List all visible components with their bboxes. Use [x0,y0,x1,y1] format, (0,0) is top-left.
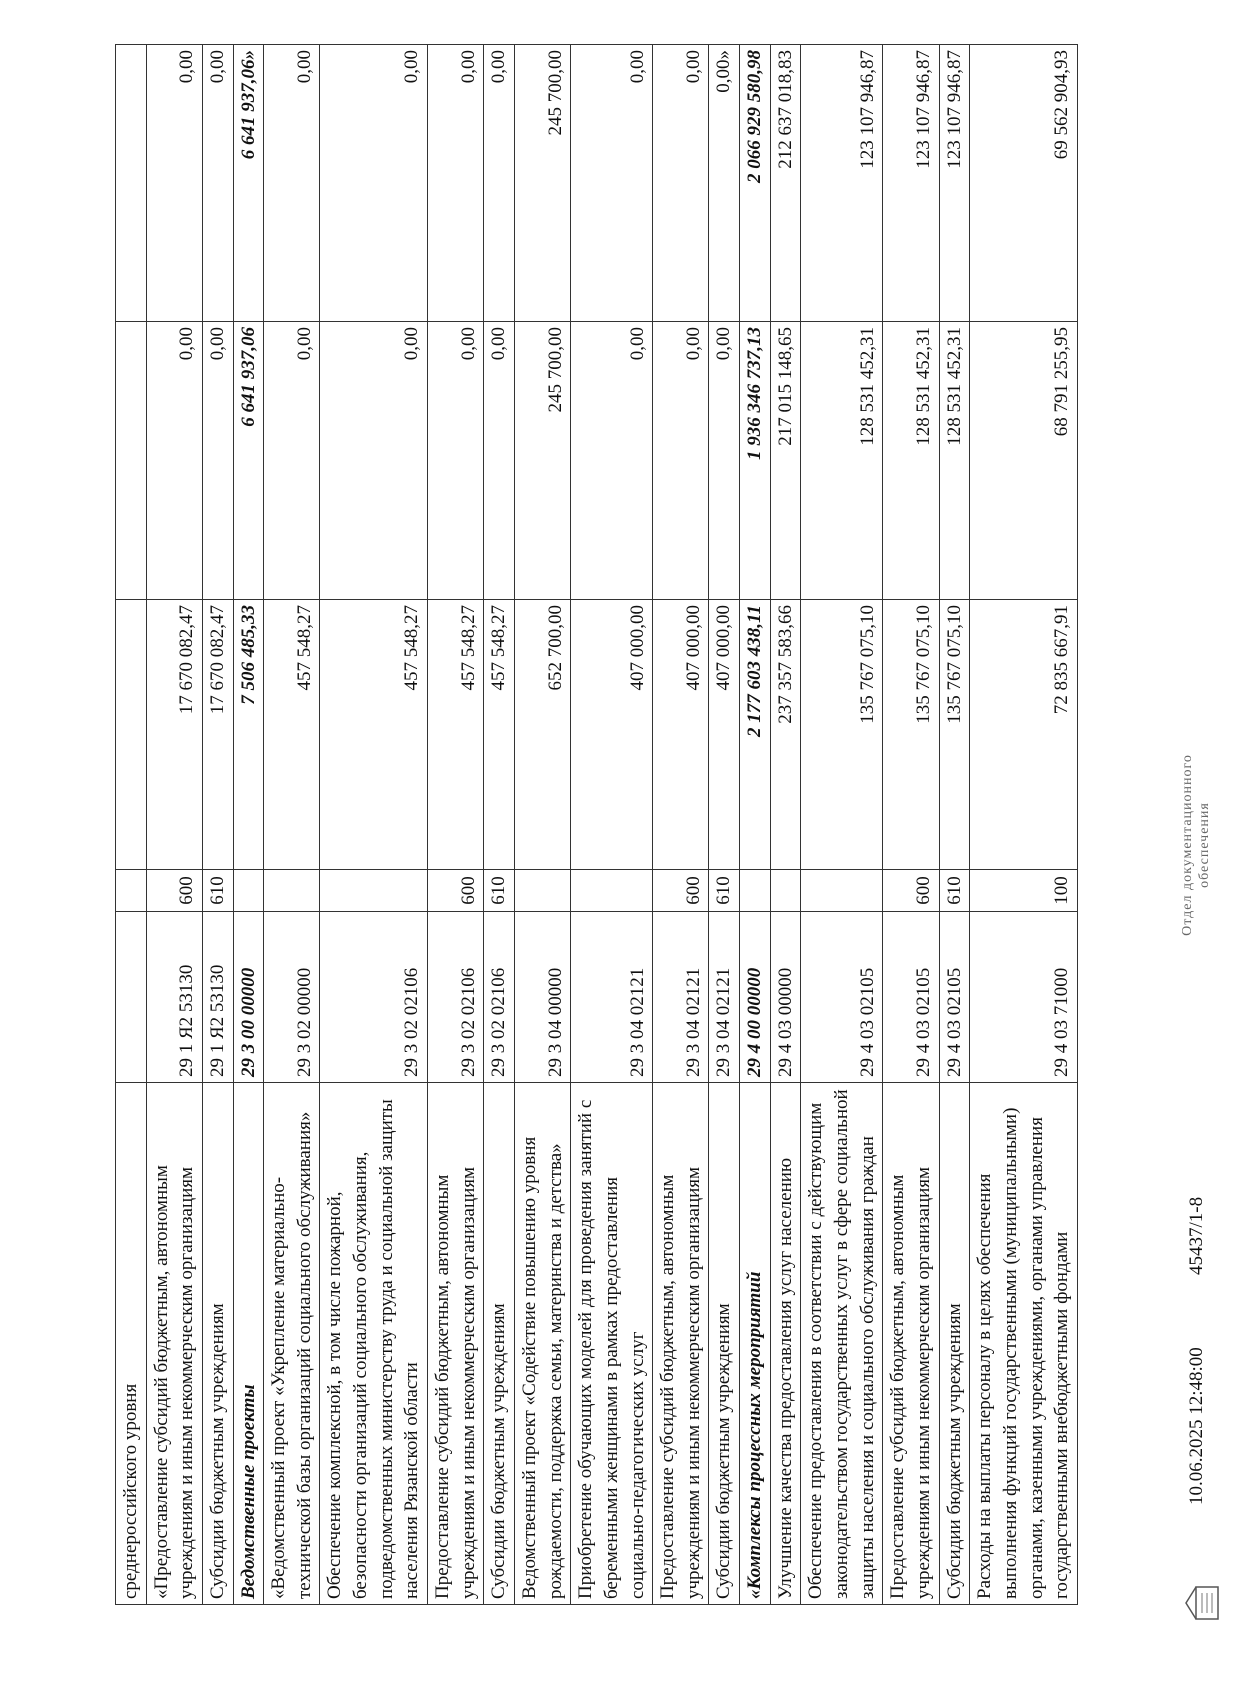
row-value-2026: 0,00 [146,322,202,600]
row-value-2026 [116,322,147,600]
row-csr: 29 3 04 02121 [653,912,709,1083]
row-value-2026: 0,00 [428,322,484,600]
row-name: Ведомственные проекты [233,1083,264,1605]
row-vr [320,870,428,912]
row-csr: 29 3 04 02121 [571,912,653,1083]
row-value-2025: 457 548,27 [320,600,428,870]
row-value-2026: 128 531 452,31 [801,322,883,600]
row-value-2027: 2 066 929 580,98 [740,45,771,322]
row-value-2025: 457 548,27 [428,600,484,870]
row-value-2025: 237 357 583,66 [770,600,801,870]
row-vr: 600 [653,870,709,912]
row-vr [571,870,653,912]
row-value-2026: 217 015 148,65 [770,322,801,600]
row-value-2027: 245 700,00 [514,45,570,322]
row-csr: 29 1 Я2 53130 [146,912,202,1083]
row-value-2025: 17 670 082,47 [146,600,202,870]
table-row [146,45,202,1605]
row-value-2026: 0,00 [653,322,709,600]
row-name: Приобретение обучающих моделей для проведения занятий с беременными женщинами в рамках предоставления социально-педагогических услуг [571,1083,653,1605]
row-name: Ведомственный проект «Содействие повышению уровня рождаемости, поддержка семьи, материнства и детства» [514,1083,570,1605]
row-csr: 29 4 03 71000 [970,912,1078,1083]
footer-timestamp: 10.06.2025 12:48:00 [1186,1347,1207,1505]
row-value-2026: 128 531 452,31 [883,322,939,600]
row-vr [770,870,801,912]
row-name: Субсидии бюджетным учреждениям [202,1083,233,1605]
table-row [653,45,709,1605]
row-value-2025: 135 767 075,10 [801,600,883,870]
row-value-2027: 123 107 946,87 [883,45,939,322]
row-value-2026: 6 641 937,06 [233,322,264,600]
row-value-2027: 212 637 018,83 [770,45,801,322]
row-value-2025: 407 000,00 [571,600,653,870]
row-csr: 29 4 00 00000 [740,912,771,1083]
row-value-2027: 6 641 937,06» [233,45,264,322]
table-row [428,45,484,1605]
table-row [264,45,320,1605]
row-value-2025 [116,600,147,870]
row-value-2025: 407 000,00 [709,600,740,870]
row-value-2025: 72 835 667,91 [970,600,1078,870]
row-value-2027: 69 562 904,93 [970,45,1078,322]
row-value-2027: 0,00» [709,45,740,322]
row-value-2027 [116,45,147,322]
logo-icon [1182,1581,1226,1625]
row-csr: 29 4 03 00000 [770,912,801,1083]
row-vr [233,870,264,912]
row-value-2027: 0,00 [653,45,709,322]
row-csr: 29 4 03 02105 [939,912,970,1083]
row-name: Улучшение качества предоставления услуг населению [770,1083,801,1605]
table-row [770,45,801,1605]
row-name: Предоставление субсидий бюджетным, автономным учреждениям и иным некоммерческим организациям [883,1083,939,1605]
row-csr: 29 3 02 02106 [320,912,428,1083]
table-row [709,45,740,1605]
row-csr: 29 4 03 02105 [883,912,939,1083]
row-csr: 29 3 04 00000 [514,912,570,1083]
stamp-line-2: обеспечения [1196,802,1212,888]
table-row [740,45,771,1605]
table-row [320,45,428,1605]
row-csr: 29 4 03 02105 [801,912,883,1083]
row-value-2027: 0,00 [571,45,653,322]
row-value-2026: 128 531 452,31 [939,322,970,600]
row-value-2025: 407 000,00 [653,600,709,870]
table-row [571,45,653,1605]
row-name: Обеспечение предоставления в соответствии с действующим законодательством государственных услуг в сфере социальной защиты населения и социального обслуживания граждан [801,1083,883,1605]
row-name: Субсидии бюджетным учреждениям [709,1083,740,1605]
row-vr [264,870,320,912]
row-vr: 600 [146,870,202,912]
row-value-2027: 123 107 946,87 [939,45,970,322]
row-value-2027: 0,00 [484,45,515,322]
row-name: «Комплексы процессных мероприятий [740,1083,771,1605]
row-value-2026: 0,00 [571,322,653,600]
table-row [484,45,515,1605]
row-value-2026: 0,00 [202,322,233,600]
row-vr [740,870,771,912]
row-value-2026: 68 791 255,95 [970,322,1078,600]
stamp-line-1: Отдел документационного [1180,754,1195,936]
row-csr: 29 3 02 00000 [264,912,320,1083]
row-value-2025: 17 670 082,47 [202,600,233,870]
stamp-text [1180,715,1214,975]
table-row [202,45,233,1605]
row-csr: 29 3 02 02106 [428,912,484,1083]
table-row [514,45,570,1605]
row-value-2026: 0,00 [320,322,428,600]
row-vr [116,870,147,912]
row-value-2027: 123 107 946,87 [801,45,883,322]
row-csr: 29 3 00 00000 [233,912,264,1083]
row-name: Предоставление субсидий бюджетным, автономным учреждениям и иным некоммерческим организациям [653,1083,709,1605]
row-name: Субсидии бюджетным учреждениям [939,1083,970,1605]
row-value-2026: 0,00 [709,322,740,600]
rotated-page [115,45,1212,1605]
row-value-2027: 0,00 [202,45,233,322]
row-vr: 610 [484,870,515,912]
row-value-2025: 135 767 075,10 [883,600,939,870]
row-vr: 610 [939,870,970,912]
row-value-2026: 1 936 346 737,13 [740,322,771,600]
row-name: «Предоставление субсидий бюджетным, автономным учреждениям и иным некоммерческим организациям [146,1083,202,1605]
row-value-2025: 7 506 485,33 [233,600,264,870]
row-vr [801,870,883,912]
table-row [970,45,1078,1605]
row-value-2025: 457 548,27 [264,600,320,870]
row-value-2027: 0,00 [264,45,320,322]
table-row [883,45,939,1605]
row-vr: 600 [883,870,939,912]
row-value-2025: 457 548,27 [484,600,515,870]
row-value-2025: 652 700,00 [514,600,570,870]
row-vr [514,870,570,912]
row-vr: 610 [709,870,740,912]
table-row [801,45,883,1605]
row-name: среднероссийского уровня [116,1083,147,1605]
table-row [116,45,147,1605]
table-body [116,45,1078,1605]
row-csr: 29 1 Я2 53130 [202,912,233,1083]
row-name: Обеспечение комплексной, в том числе пожарной, безопасности организаций социального обслуживания, подведомственных министерству труда и социальной защиты населения Рязанской области [320,1083,428,1605]
row-value-2025: 135 767 075,10 [939,600,970,870]
row-csr: 29 3 02 02106 [484,912,515,1083]
row-value-2027: 0,00 [320,45,428,322]
row-vr: 100 [970,870,1078,912]
row-value-2026: 0,00 [484,322,515,600]
row-vr: 610 [202,870,233,912]
row-value-2026: 245 700,00 [514,322,570,600]
row-name: Субсидии бюджетным учреждениям [484,1083,515,1605]
footer-doc-number: 45437/1-8 [1186,1196,1207,1275]
row-csr [116,912,147,1083]
row-value-2027: 0,00 [428,45,484,322]
row-name: «Ведомственный проект «Укрепление материально-технической базы организаций социального обслуживания» [264,1083,320,1605]
budget-table [115,44,1078,1605]
table-row [939,45,970,1605]
row-value-2025: 2 177 603 438,11 [740,600,771,870]
table-row [233,45,264,1605]
row-csr: 29 3 04 02121 [709,912,740,1083]
row-value-2026: 0,00 [264,322,320,600]
row-name: Предоставление субсидий бюджетным, автономным учреждениям и иным некоммерческим организациям [428,1083,484,1605]
row-name: Расходы на выплаты персоналу в целях обеспечения выполнения функций государственными (муниципальными) органами, казенными учреждениями, органами управления государственными внебюджетными фондами [970,1083,1078,1605]
row-vr: 600 [428,870,484,912]
row-value-2027: 0,00 [146,45,202,322]
footer [1180,45,1240,1605]
